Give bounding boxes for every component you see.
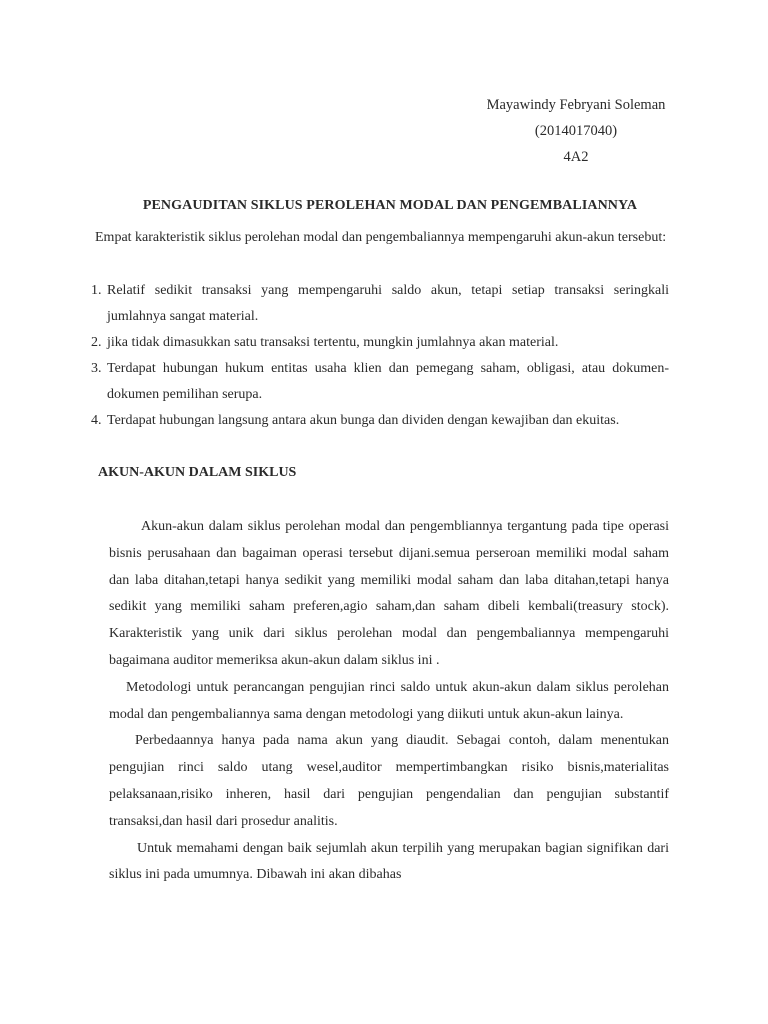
section-heading: AKUN-AKUN DALAM SIKLUS: [98, 465, 297, 480]
intro-paragraph: Empat karakteristik siklus perolehan modal dan pengembaliannya mempengaruhi akun-akun tersebut:: [95, 230, 667, 245]
list-number: 2.: [91, 335, 102, 350]
characteristics-list: [78, 278, 669, 434]
author-name: Mayawindy Febryani Soleman: [486, 97, 666, 113]
body-text: [109, 514, 669, 889]
list-number: 4.: [91, 413, 102, 428]
list-item: [78, 330, 669, 356]
list-number: 3.: [91, 361, 102, 376]
list-text: Terdapat hubungan hukum entitas usaha klien dan pemegang saham, obligasi, atau dokumen-dokumen pemilihan serupa.: [107, 361, 669, 402]
document-title: PENGAUDITAN SIKLUS PEROLEHAN MODAL DAN PENGEMBALIANNYA: [142, 198, 638, 213]
student-id: (2014017040): [534, 123, 618, 139]
list-text: Terdapat hubungan langsung antara akun bunga dan dividen dengan kewajiban dan ekuitas.: [107, 413, 620, 428]
list-text: Relatif sedikit transaksi yang mempengaruhi saldo akun, tetapi setiap transaksi seringkali jumlahnya sangat material.: [107, 283, 669, 324]
list-item: [78, 278, 669, 330]
body-paragraph: Metodologi untuk perancangan pengujian rinci saldo untuk akun-akun dalam siklus perolehan modal dan pengembaliannya sama dengan metodologi yang diikuti untuk akun-akun lainya.: [109, 679, 669, 722]
class-label: 4A2: [563, 149, 589, 165]
list-text: jika tidak dimasukkan satu transaksi tertentu, mungkin jumlahnya akan material.: [107, 335, 559, 350]
body-paragraph: Perbedaannya hanya pada nama akun yang diaudit. Sebagai contoh, dalam menentukan pengujian rinci saldo utang wesel,auditor mempertimbangkan risiko bisnis,materialitas pelaksanaan,risiko inheren, hasil dari pengujian pengendalian dan pengujian substantif transaksi,dan hasil dari prosedur analitis.: [109, 733, 669, 829]
list-item: [78, 408, 669, 434]
author-block: [476, 92, 676, 170]
list-number: 1.: [91, 283, 102, 298]
body-paragraph: Untuk memahami dengan baik sejumlah akun terpilih yang merupakan bagian signifikan dari siklus ini pada umumnya. Dibawah ini akan dibahas: [109, 840, 669, 883]
list-item: [78, 356, 669, 408]
body-paragraph: Akun-akun dalam siklus perolehan modal dan pengembliannya tergantung pada tipe operasi bisnis perusahaan dan bagaiman operasi tersebut dijani.semua perseroan memiliki modal saham dan laba ditahan,tetapi hanya sedikit yang memiliki modal saham dan laba ditahan,tetapi hanya sedikit yang memiliki saham preferen,agio saham,dan saham dibeli kembali(treasury stock). Karakteristik yang unik dari siklus perolehan modal dan pengembaliannya mempengaruhi bagaimana auditor memeriksa akun-akun dalam siklus ini .: [109, 519, 669, 668]
